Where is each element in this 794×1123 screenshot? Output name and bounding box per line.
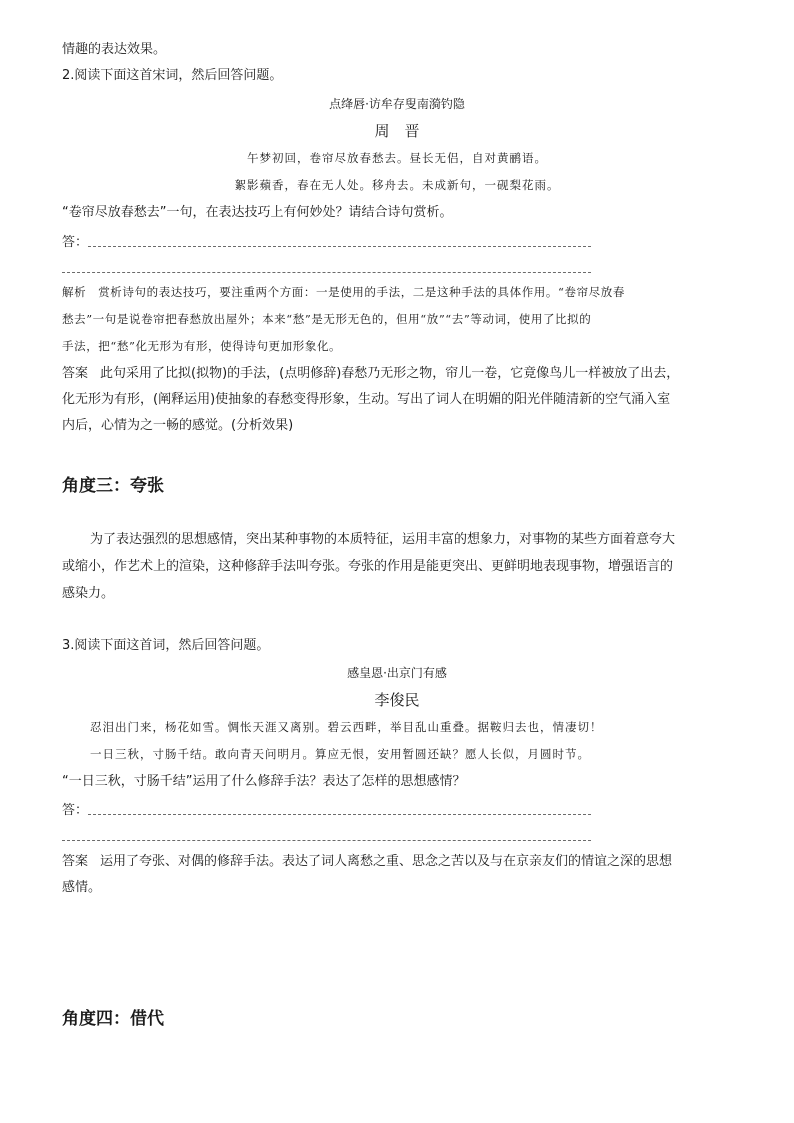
answer-line-text — [62, 364, 679, 383]
question-text: “一日三秋，寸肠千结”运用了什么修辞手法？表达了怎样的思想感情？ — [62, 774, 466, 789]
answer-text: 感情。 — [62, 880, 102, 895]
answer-label: 答案 — [62, 366, 89, 381]
poem-line: 一日三秋，寸肠千结。敢向青天问明月。算应无恨，安用暂圆还缺？愿人长似，月圆时节。 — [90, 747, 590, 761]
answer-line[interactable] — [88, 246, 591, 247]
paragraph-line: 感染力。 — [62, 586, 115, 601]
analysis-line: 手法，把“愁”化无形为有形，使得诗句更加形象化。 — [62, 339, 342, 353]
section-heading: 角度四：借代 — [62, 1009, 164, 1029]
answer-text: 此句采用了比拟(拟物)的手法，(点明修辞)春愁乃无形之物，帘儿一卷，它竟像鸟儿一样被放了出去， — [100, 366, 680, 381]
analysis-label: 解析 — [62, 285, 87, 299]
question-text: “卷帘尽放春愁去”一句，在表达技巧上有何妙处？请结合诗句赏析。 — [62, 205, 453, 220]
poem-line: 午梦初回，卷帘尽放春愁去。昼长无侣，自对黄鹂语。 — [247, 151, 547, 165]
poem-line: 絮影蘋香，春在无人处。移舟去。未成新句，一砚梨花雨。 — [234, 178, 560, 192]
answer-text: 内后，心情为之一畅的感觉。(分析效果) — [62, 418, 294, 433]
answer-text: 化无形为有形，(阐释运用)使抽象的春愁变得形象，生动。写出了词人在明媚的阳光伴随清新的空气涌入室 — [62, 392, 671, 407]
poem-author: 周 晋 — [374, 122, 420, 140]
analysis-line — [62, 284, 625, 300]
answer-label: 答： — [62, 803, 89, 818]
paragraph-line: 或缩小，作艺术上的渲染，这种修辞手法叫夸张。夸张的作用是能更突出、更鲜明地表现事物，增强语言的 — [62, 559, 674, 574]
poem-title: 感皇恩·出京门有感 — [347, 666, 447, 680]
answer-text: 运用了夸张、对偶的修辞手法。表达了词人离愁之重、思念之苦以及与在京亲友们的情谊之深的思想 — [100, 854, 673, 869]
answer-line[interactable] — [62, 272, 591, 273]
answer-label: 答： — [62, 235, 89, 250]
analysis-text: 赏析诗句的表达技巧，要注重两个方面：一是使用的手法，二是这种手法的具体作用。“卷帘尽放春 — [98, 285, 625, 299]
answer-label: 答案 — [62, 854, 89, 869]
section-heading: 角度三：夸张 — [62, 476, 164, 496]
paragraph-line: 为了表达强烈的思想感情，突出某种事物的本质特征，运用丰富的想象力，对事物的某些方面着意夸大 — [90, 532, 676, 547]
text-line: 情趣的表达效果。 — [62, 42, 167, 57]
answer-line[interactable] — [62, 840, 591, 841]
analysis-line: 愁去”一句是说卷帘把春愁放出屋外；本来“愁”是无形无色的，但用“放”“去”等动词，使用了比拟的 — [62, 312, 592, 326]
poem-author: 李俊民 — [374, 691, 420, 709]
poem-title: 点绛唇·访牟存叟南漪钓隐 — [329, 97, 465, 111]
answer-line[interactable] — [88, 814, 591, 815]
question-prompt: 3.阅读下面这首词，然后回答问题。 — [62, 638, 270, 653]
poem-line: 忍泪出门来，杨花如雪。惆怅天涯又离别。碧云西畔，举目乱山重叠。据鞍归去也，情凄切！ — [90, 720, 603, 734]
question-prompt: 2.阅读下面这首宋词，然后回答问题。 — [62, 68, 283, 83]
answer-line-text — [62, 852, 672, 871]
